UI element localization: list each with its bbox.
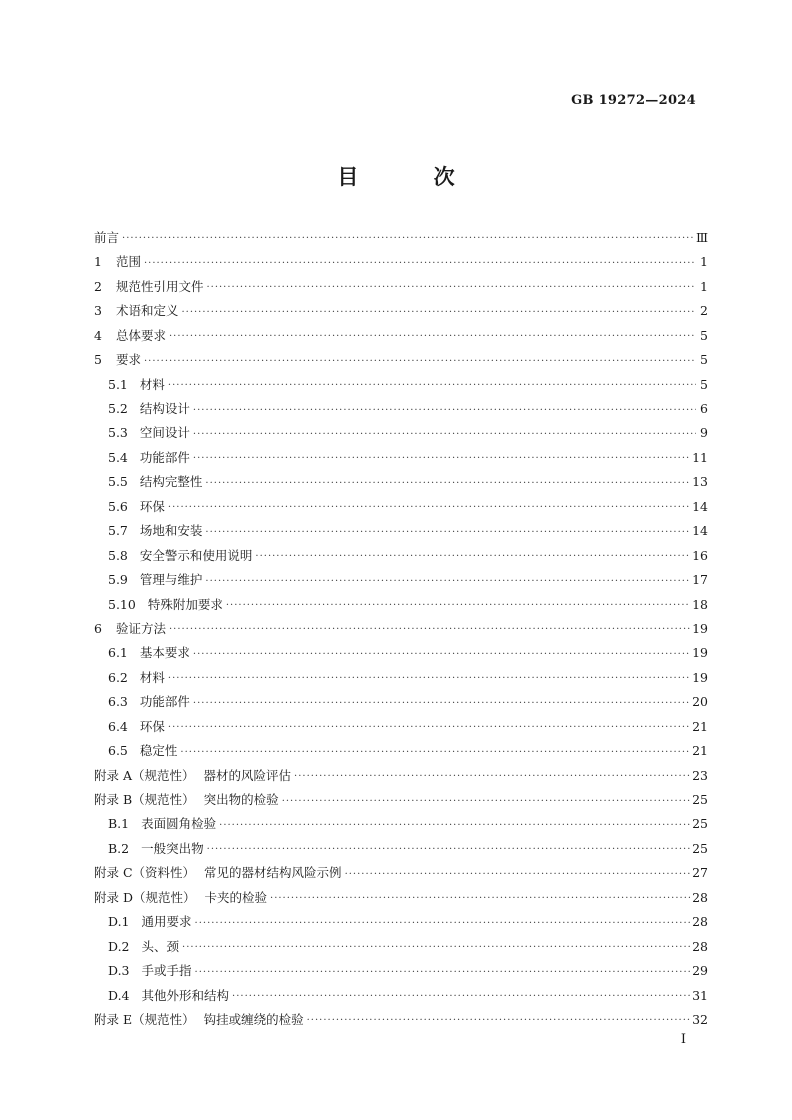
toc-entry-label: 手或手指 bbox=[141, 963, 192, 979]
toc-entry-page: 19 bbox=[692, 620, 708, 636]
dot-leader bbox=[219, 815, 690, 837]
toc-entry-label: 总体要求 bbox=[115, 327, 166, 343]
dot-leader bbox=[168, 375, 696, 397]
document-id: GB 19272—2024 bbox=[571, 93, 696, 108]
toc-entry-page: 23 bbox=[692, 767, 708, 783]
dot-leader bbox=[168, 497, 690, 519]
toc-entry[interactable] bbox=[94, 690, 708, 714]
toc-entry-page: 6 bbox=[700, 401, 708, 417]
toc-entry-number: 5.6 bbox=[108, 498, 128, 514]
toc-entry-number: 3 bbox=[94, 303, 102, 319]
dot-leader bbox=[169, 619, 690, 641]
toc-entry-label: 常见的器材结构风险示例 bbox=[204, 865, 342, 881]
toc-entry[interactable] bbox=[94, 250, 708, 274]
toc-entry-number: 5.10 bbox=[108, 596, 136, 612]
toc-entry-number: B.2 bbox=[108, 840, 130, 856]
dot-leader bbox=[226, 595, 690, 617]
toc-entry-page: 28 bbox=[692, 889, 708, 905]
toc-entry-number: 6.5 bbox=[108, 743, 128, 759]
toc-entry-page: 17 bbox=[692, 572, 708, 588]
toc-entry-number: 5.4 bbox=[108, 449, 128, 465]
dot-leader bbox=[181, 302, 696, 324]
toc-entry-page: 25 bbox=[692, 792, 708, 808]
dot-leader bbox=[195, 913, 691, 935]
dot-leader bbox=[182, 937, 690, 959]
toc-entry-label: 特殊附加要求 bbox=[147, 596, 223, 612]
toc-entry-label: 要求 bbox=[115, 352, 141, 368]
toc-entry-page: 21 bbox=[692, 743, 708, 759]
toc-entry[interactable] bbox=[94, 422, 708, 446]
toc-entry-page: 14 bbox=[692, 498, 708, 514]
dot-leader bbox=[193, 693, 690, 715]
toc-entry-label: 结构完整性 bbox=[139, 474, 203, 490]
toc-entry-number: 附录 E（规范性） bbox=[94, 1011, 195, 1027]
dot-leader bbox=[207, 839, 690, 861]
toc-entry[interactable] bbox=[94, 470, 708, 494]
dot-leader bbox=[144, 253, 696, 275]
toc-entry-number: 5.9 bbox=[108, 572, 128, 588]
toc-entry-label: 材料 bbox=[139, 669, 165, 685]
dot-leader bbox=[168, 668, 690, 690]
toc-entry[interactable] bbox=[94, 299, 708, 323]
toc-entry[interactable] bbox=[94, 226, 708, 250]
toc-entry-page: 25 bbox=[692, 816, 708, 832]
toc-entry-page: 11 bbox=[692, 449, 708, 465]
toc-entry-label: 表面圆角检验 bbox=[141, 816, 217, 832]
toc-entry-label: 验证方法 bbox=[115, 620, 166, 636]
toc-entry-page: 5 bbox=[700, 327, 708, 343]
toc-entry-label: 一般突出物 bbox=[141, 840, 204, 856]
toc-entry-label: 稳定性 bbox=[139, 743, 178, 759]
toc-entry-number: B.1 bbox=[108, 816, 130, 832]
toc-entry-number: 附录 A（规范性） bbox=[94, 767, 195, 783]
dot-leader bbox=[270, 888, 690, 910]
dot-leader bbox=[345, 864, 691, 886]
dot-leader bbox=[193, 644, 690, 666]
toc-entry-label: 突出物的检验 bbox=[203, 792, 279, 808]
dot-leader bbox=[205, 522, 690, 544]
toc-entry-label: 安全警示和使用说明 bbox=[139, 547, 253, 563]
toc-entry-label: 材料 bbox=[139, 376, 165, 392]
toc-entry-number: 5.8 bbox=[108, 547, 128, 563]
toc-entry-number: 附录 D（规范性） bbox=[94, 889, 196, 905]
toc-entry-page: 20 bbox=[692, 694, 708, 710]
toc-entry[interactable] bbox=[94, 837, 708, 861]
toc-entry-label: 术语和定义 bbox=[115, 303, 179, 319]
toc-entry-label: 空间设计 bbox=[139, 425, 190, 441]
dot-leader bbox=[282, 791, 690, 813]
toc-entry[interactable] bbox=[94, 446, 708, 470]
toc-entry-label: 前言 bbox=[94, 229, 120, 245]
toc-entry[interactable] bbox=[94, 984, 708, 1008]
toc-entry-page: 2 bbox=[700, 303, 708, 319]
dot-leader bbox=[294, 766, 690, 788]
toc-entry[interactable] bbox=[94, 764, 708, 788]
toc-entry-page: 16 bbox=[692, 547, 708, 563]
toc-entry-page: 19 bbox=[692, 669, 708, 685]
toc-entry-page: 25 bbox=[692, 840, 708, 856]
toc-entry[interactable] bbox=[94, 739, 708, 763]
toc-entry-number: 6.4 bbox=[108, 718, 128, 734]
toc-entry-page: 28 bbox=[692, 914, 708, 930]
toc-entry-label: 管理与维护 bbox=[139, 572, 203, 588]
toc-entry-page: 27 bbox=[692, 865, 708, 881]
toc-entry-number: 5.3 bbox=[108, 425, 128, 441]
toc-entry[interactable] bbox=[94, 666, 708, 690]
toc-entry-number: 附录 C（资料性） bbox=[94, 865, 196, 881]
toc-entry-number: D.4 bbox=[108, 987, 130, 1003]
toc-entry-label: 结构设计 bbox=[139, 401, 190, 417]
toc-entry[interactable] bbox=[94, 641, 708, 665]
toc-entry-label: 钩挂或缠绕的检验 bbox=[203, 1011, 304, 1027]
toc-entry-label: 器材的风险评估 bbox=[203, 767, 292, 783]
toc-entry-number: 5 bbox=[94, 352, 102, 368]
dot-leader bbox=[307, 1010, 690, 1032]
toc-entry-page: 14 bbox=[692, 523, 708, 539]
toc-entry-page: 18 bbox=[692, 596, 708, 612]
dot-leader bbox=[195, 962, 691, 984]
toc-entry-page: 13 bbox=[692, 474, 708, 490]
toc-entry[interactable] bbox=[94, 495, 708, 519]
toc-entry[interactable] bbox=[94, 519, 708, 543]
toc-entry-label: 功能部件 bbox=[139, 694, 190, 710]
toc-entry-label: 场地和安装 bbox=[139, 523, 203, 539]
dot-leader bbox=[180, 742, 690, 764]
toc-entry[interactable] bbox=[94, 617, 708, 641]
toc-entry-number: 2 bbox=[94, 278, 102, 294]
toc-entry-number: D.1 bbox=[108, 914, 130, 930]
toc-entry[interactable] bbox=[94, 568, 708, 592]
toc-entry-number: 6.3 bbox=[108, 694, 128, 710]
toc-entry-label: 范围 bbox=[115, 254, 141, 270]
page-number: I bbox=[680, 1032, 686, 1047]
dot-leader bbox=[169, 326, 696, 348]
table-of-contents bbox=[94, 226, 708, 1032]
toc-entry-page: 5 bbox=[700, 352, 708, 368]
toc-entry-number: D.3 bbox=[108, 963, 130, 979]
dot-leader bbox=[232, 986, 690, 1008]
toc-entry-page: 19 bbox=[692, 645, 708, 661]
toc-entry-page: 28 bbox=[692, 938, 708, 954]
dot-leader bbox=[122, 228, 694, 250]
dot-leader bbox=[193, 448, 690, 470]
toc-entry[interactable] bbox=[94, 861, 708, 885]
toc-entry-page: 21 bbox=[692, 718, 708, 734]
dot-leader bbox=[206, 277, 696, 299]
toc-entry-number: 5.1 bbox=[108, 376, 128, 392]
toc-entry-number: D.2 bbox=[108, 938, 130, 954]
toc-entry[interactable] bbox=[94, 886, 708, 910]
toc-entry[interactable] bbox=[94, 788, 708, 812]
toc-entry-label: 卡夹的检验 bbox=[204, 889, 268, 905]
toc-entry-number: 1 bbox=[94, 254, 102, 270]
toc-entry-page: 32 bbox=[692, 1011, 708, 1027]
toc-entry-number: 附录 B（规范性） bbox=[94, 792, 195, 808]
toc-entry-label: 其他外形和结构 bbox=[141, 987, 230, 1003]
toc-entry-number: 5.5 bbox=[108, 474, 128, 490]
dot-leader bbox=[193, 424, 696, 446]
toc-entry-number: 5.2 bbox=[108, 401, 128, 417]
toc-entry-page: 9 bbox=[700, 425, 708, 441]
toc-entry-number: 5.7 bbox=[108, 523, 128, 539]
dot-leader bbox=[168, 717, 690, 739]
toc-entry-label: 通用要求 bbox=[141, 914, 192, 930]
toc-entry-label: 头、颈 bbox=[141, 938, 180, 954]
toc-entry[interactable] bbox=[94, 593, 708, 617]
toc-entry[interactable] bbox=[94, 348, 708, 372]
toc-entry-page: 29 bbox=[692, 963, 708, 979]
toc-entry-page: Ⅲ bbox=[695, 229, 708, 245]
toc-entry-page: 31 bbox=[692, 987, 708, 1003]
toc-entry-label: 基本要求 bbox=[139, 645, 190, 661]
toc-entry-page: 5 bbox=[700, 376, 708, 392]
toc-entry[interactable] bbox=[94, 813, 708, 837]
toc-entry[interactable] bbox=[94, 397, 708, 421]
toc-entry[interactable] bbox=[94, 275, 708, 299]
toc-entry-page: 1 bbox=[700, 254, 708, 270]
toc-entry[interactable] bbox=[94, 935, 708, 959]
toc-entry-number: 4 bbox=[94, 327, 102, 343]
toc-entry-number: 6.1 bbox=[108, 645, 128, 661]
toc-entry-label: 环保 bbox=[139, 498, 165, 514]
toc-entry[interactable] bbox=[94, 1008, 708, 1032]
toc-entry[interactable] bbox=[94, 324, 708, 348]
page-title: 目 次 bbox=[337, 165, 489, 189]
dot-leader bbox=[205, 571, 690, 593]
toc-entry[interactable] bbox=[94, 373, 708, 397]
dot-leader bbox=[144, 351, 696, 373]
dot-leader bbox=[255, 546, 690, 568]
toc-entry[interactable] bbox=[94, 715, 708, 739]
toc-entry-number: 6 bbox=[94, 620, 102, 636]
toc-entry-label: 环保 bbox=[139, 718, 165, 734]
toc-entry-label: 规范性引用文件 bbox=[115, 278, 204, 294]
toc-entry[interactable] bbox=[94, 959, 708, 983]
toc-entry[interactable] bbox=[94, 910, 708, 934]
toc-entry-label: 功能部件 bbox=[139, 449, 190, 465]
dot-leader bbox=[193, 400, 696, 422]
toc-entry-page: 1 bbox=[700, 278, 708, 294]
toc-entry[interactable] bbox=[94, 544, 708, 568]
toc-entry-number: 6.2 bbox=[108, 669, 128, 685]
dot-leader bbox=[205, 473, 690, 495]
